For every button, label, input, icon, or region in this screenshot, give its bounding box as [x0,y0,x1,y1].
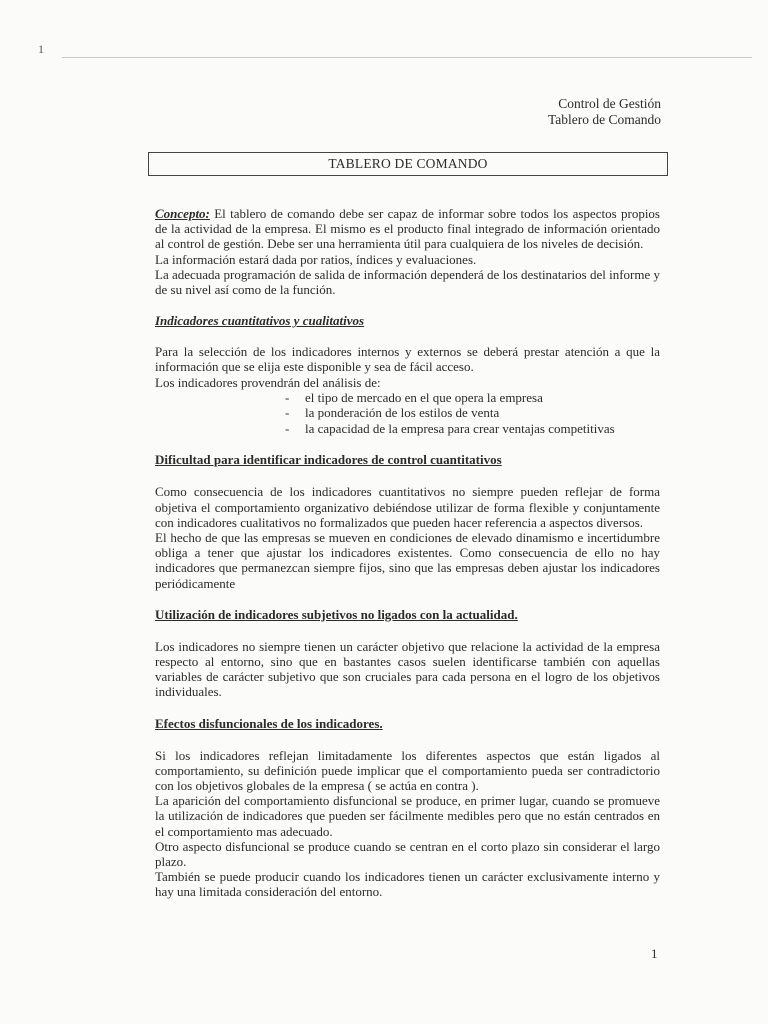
concept-text: El tablero de comando debe ser capaz de informar sobre todos los aspectos propios de la actividad de la empresa. El mismo es el producto final integrado de información orientado al control de gestión. Debe ser una herramienta útil para cualquiera de los niveles de decisión. [155,206,660,252]
top-rule [62,57,752,58]
section-4-paragraph-4: También se puede producir cuando los indicadores tienen un carácter exclusivamente interno y hay una limitada consideración del entorno. [155,869,660,900]
list-item: - la ponderación de los estilos de venta [285,405,500,421]
concept-label: Concepto: [155,206,210,221]
section-heading-4: Efectos disfuncionales de los indicadores. [155,715,383,731]
section-4-paragraph-1: Si los indicadores reflejan limitadamente los diferentes aspectos que están ligados al comportamiento, su definición puede implicar que el comportamiento pueda ser contradictorio con los objetivos globales de la empresa ( se actúa en contra ). [155,747,660,793]
analysis-list [155,390,660,437]
list-item: - el tipo de mercado en el que opera la empresa [285,389,543,405]
section-heading-1: Indicadores cuantitativos y cualitativos [155,313,365,329]
section-2-paragraph-1: Como consecuencia de los indicadores cuantitativos no siempre pueden reflejar de forma objetiva el comportamiento organizativo debiéndose utilizar de forma flexible y conjuntamente con indicadores cualitativos no formalizados que pueden hacer referencia a aspectos diversos. [155,484,660,530]
section-heading-2: Dificultad para identificar indicadores de control cuantitativos [155,452,502,468]
document-body [155,206,660,900]
section-4-paragraph-2: La aparición del comportamiento disfuncional se produce, en primer lugar, cuando se promueve la utilización de indicadores que pueden ser fácilmente medibles pero que no están centrados en el comportamiento mas adecuado. [155,793,660,839]
page-number: 1 [651,946,658,961]
corner-mark: 1 [38,42,44,56]
header-line-2: Tablero de Comando [547,112,661,127]
running-header [548,96,661,128]
section-1-paragraph-2: Los indicadores provendrán del análisis de: [155,374,381,390]
list-item: - la capacidad de la empresa para crear ventajas competitivas [285,420,615,436]
concept-line-2: La información estará dada por ratios, índices y evaluaciones. [155,251,477,267]
concept-paragraph [155,206,660,252]
header-line-1: Control de Gestión [558,96,661,111]
section-3-paragraph-1: Los indicadores no siempre tienen un carácter objetivo que relacione la actividad de la empresa respecto al entorno, sino que en bastantes casos suelen identificarse también con aquellas variables de carácter subjetivo que son cruciales para cada persona en el logro de los objetivos individuales. [155,638,660,700]
page-title: TABLERO DE COMANDO [148,152,668,176]
section-1-paragraph-1: Para la selección de los indicadores internos y externos se deberá prestar atención a que la información que se elija este disponible y sea de fácil acceso. [155,344,660,375]
section-heading-3: Utilización de indicadores subjetivos no ligados con la actualidad. [155,606,518,622]
section-2-paragraph-2: El hecho de que las empresas se mueven en condiciones de elevado dinamismo e incertidumbre obliga a tener que ajustar los indicadores existentes. Como consecuencia de ello no hay indicadores que permanezcan siempre fijos, sino que las empresas deben ajustar los indicadores periódicamente [155,529,660,591]
concept-line-3: La adecuada programación de salida de información dependerá de los destinatarios del informe y de su nivel así como de la función. [155,266,660,298]
section-4-paragraph-3: Otro aspecto disfuncional se produce cuando se centran en el corto plazo sin considerar el largo plazo. [155,838,660,869]
